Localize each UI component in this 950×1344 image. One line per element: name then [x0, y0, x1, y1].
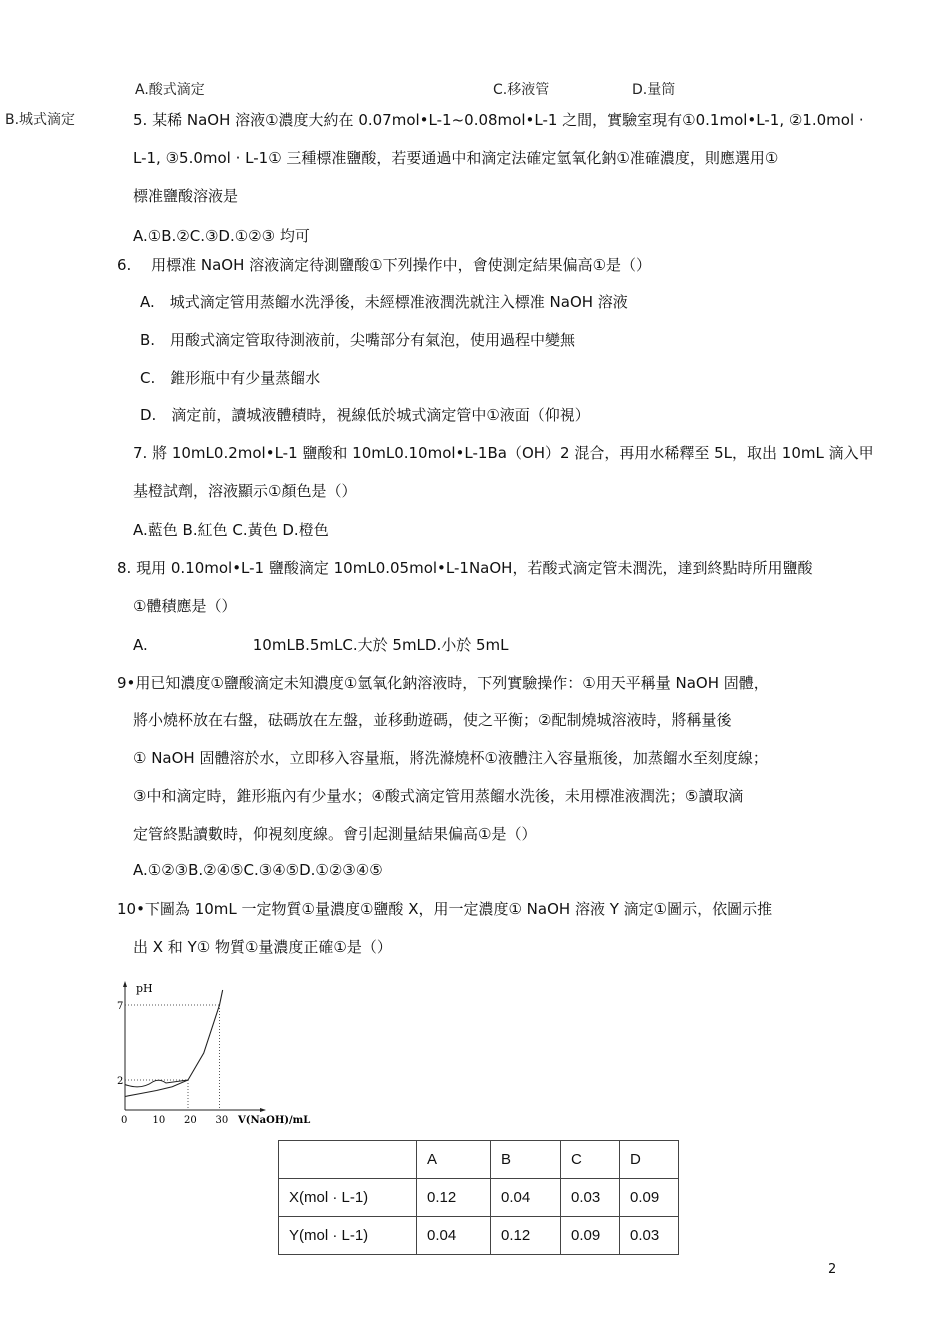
curve-upper-branch	[125, 1080, 188, 1087]
text-line: 9•用已知濃度①鹽酸滴定未知濃度①氫氧化鈉溶液時，下列實驗操作：①用天平稱量 NaOH 固體，	[117, 674, 769, 692]
x-tick-label: 10	[152, 1115, 166, 1126]
table-cell: B	[491, 1141, 561, 1179]
table-cell: 0.04	[417, 1217, 491, 1255]
text-line: ③中和滴定時，錐形瓶內有少量水；④酸式滴定管用蒸餾水洗後，未用標准液潤洗；⑤讀取滴	[133, 787, 744, 805]
overlap-option-c: C.移液管	[493, 82, 550, 98]
x-tick-label: 20	[184, 1115, 197, 1126]
text-line: C. 錐形瓶中有少量蒸餾水	[140, 369, 321, 387]
y-tick-label: 7	[117, 1001, 124, 1012]
table-cell: X(mol · L-1)	[279, 1179, 417, 1217]
text-line: 標准鹽酸溶液是	[133, 187, 239, 205]
x-tick-label: 30	[215, 1115, 229, 1126]
titration-chart	[100, 975, 315, 1130]
table-cell: 0.12	[491, 1217, 561, 1255]
text-line: A. 10mLB.5mLC.大於 5mLD.小於 5mL	[133, 636, 509, 654]
table-cell: D	[620, 1141, 679, 1179]
table-header-row	[279, 1141, 679, 1179]
table-cell: 0.09	[620, 1179, 679, 1217]
y-tick-label: 2	[117, 1076, 124, 1087]
text-line: 出 X 和 Y① 物質①量濃度正確①是（）	[133, 938, 392, 956]
x-tick-label: 0	[121, 1115, 128, 1126]
text-line: 5. 某稀 NaOH 溶液①濃度大約在 0.07mol•L-1~0.08mol•L-1 之間，實驗室現有①0.1mol•L-1, ②1.0mol ·	[133, 111, 864, 129]
y-axis-label: pH	[136, 982, 153, 995]
table-cell	[279, 1141, 417, 1179]
text-line: D. 滴定前，讀城液體積時，視線低於城式滴定管中①液面（仰視）	[140, 406, 590, 424]
table-row	[279, 1217, 679, 1255]
text-line: 6. 用標准 NaOH 溶液滴定待測鹽酸①下列操作中，會使測定結果偏高①是（）	[117, 256, 652, 274]
text-line: B. 用酸式滴定管取待測液前，尖嘴部分有氣泡，使用過程中變無	[140, 331, 576, 349]
text-line: 10•下圖為 10mL 一定物質①量濃度①鹽酸 X，用一定濃度① NaOH 溶液 Y 滴定①圖示，依圖示推	[117, 900, 773, 918]
table-row	[279, 1179, 679, 1217]
table-cell: C	[561, 1141, 620, 1179]
text-line: A.①B.②C.③D.①②③ 均可	[133, 227, 310, 245]
table-cell: 0.09	[561, 1217, 620, 1255]
titration-curve	[125, 990, 223, 1097]
text-line: 將小燒杯放在右盤，砝碼放在左盤，並移動遊碼，使之平衡；②配制燒城溶液時，將稱量後	[133, 711, 732, 729]
table-cell: 0.12	[417, 1179, 491, 1217]
table-cell: 0.03	[620, 1217, 679, 1255]
table-cell: 0.04	[491, 1179, 561, 1217]
text-line: 8. 現用 0.10mol•L-1 鹽酸滴定 10mL0.05mol•L-1NaOH，若酸式滴定管未潤洗，達到終點時所用鹽酸	[117, 559, 813, 577]
text-line: 7. 將 10mL0.2mol•L-1 鹽酸和 10mL0.10mol•L-1Ba（OH）2 混合，再用水稀釋至 5L，取出 10mL 滴入甲	[133, 444, 874, 462]
text-line: 定管終點讀數時，仰視刻度線。會引起測量結果偏高①是（）	[133, 825, 537, 843]
text-line: A. 城式滴定管用蒸餾水洗淨後，未經標准液潤洗就注入標准 NaOH 溶液	[140, 293, 628, 311]
overlap-option-b: B.城式滴定	[5, 112, 76, 128]
text-line: ① NaOH 固體溶於水，立即移入容量瓶，將洗滌燒杯①液體注入容量瓶後，加蒸餾水至刻度線；	[133, 749, 768, 767]
overlap-option-a: A.酸式滴定	[135, 82, 205, 98]
x-axis-label: V(NaOH)/mL	[238, 1115, 311, 1126]
table-cell: Y(mol · L-1)	[279, 1217, 417, 1255]
text-line: L-1, ③5.0mol · L-1① 三種標准鹽酸，若要通過中和滴定法確定氫氧化鈉①准確濃度，則應選用①	[133, 149, 779, 167]
y-axis-arrow	[123, 981, 127, 987]
text-line: ①體積應是（）	[133, 597, 237, 615]
answer-table	[278, 1140, 679, 1255]
x-axis-arrow	[260, 1108, 266, 1112]
page-number: 2	[828, 1262, 837, 1277]
text-line: 基橙試劑，溶液顯示①顏色是（）	[133, 482, 357, 500]
text-line: A.①②③B.②④⑤C.③④⑤D.①②③④⑤	[133, 861, 383, 879]
table-cell: A	[417, 1141, 491, 1179]
overlap-option-d: D.量筒	[632, 82, 676, 98]
table-cell: 0.03	[561, 1179, 620, 1217]
text-line: A.藍色 B.紅色 C.黃色 D.橙色	[133, 521, 329, 539]
